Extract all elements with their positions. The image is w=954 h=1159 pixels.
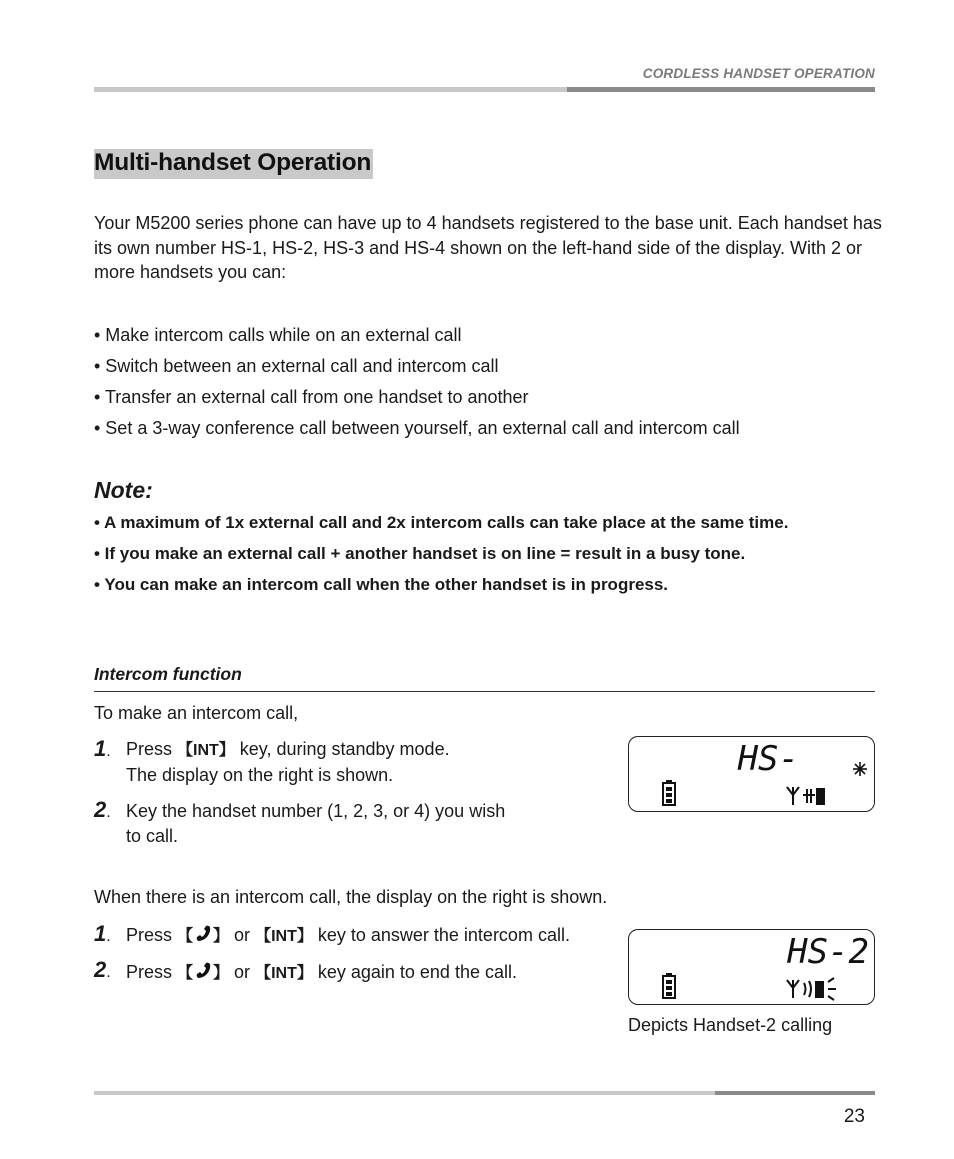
int-key: 【INT】 [255, 928, 313, 945]
section-header: CORDLESS HANDSET OPERATION [642, 66, 875, 81]
intro-paragraph: Your M5200 series phone can have up to 4 handsets registered to the base unit. Each handset has its own number HS-1, HS-2, HS-3 and HS-4 shown on the left-hand side of the display. With 2 or more handsets you can: [94, 213, 882, 282]
answer-intro: When there is an intercom call, the display on the right is shown. [94, 887, 608, 907]
note-item: • You can make an intercom call when the other handset is in progress. [94, 575, 669, 594]
list-item: • Transfer an external call from one handset to another [94, 387, 529, 407]
lcd-text: HS- [737, 739, 799, 779]
signal-intercom-icon [787, 787, 824, 805]
step-number: 2. [94, 957, 111, 982]
note-heading: Note: [94, 477, 153, 503]
make-intro: To make an intercom call, [94, 703, 299, 723]
answer-step-2: Press 【 】 or 【INT】 key again to end the call. [126, 962, 517, 982]
lcd-display-calling [628, 929, 875, 1005]
make-step-1: Press 【INT】 key, during standby mode. The display on the right is shown. [126, 739, 450, 785]
list-item: • Make intercom calls while on an external call [94, 325, 462, 345]
step-number: 1. [94, 921, 111, 946]
lcd-display-standby [628, 736, 875, 812]
make-step-2: Key the handset number (1, 2, 3, or 4) you wish to call. [126, 801, 506, 846]
list-item: • Switch between an external call and intercom call [94, 356, 499, 376]
battery-icon [663, 780, 675, 805]
display-caption: Depicts Handset-2 calling [628, 1015, 833, 1035]
note-item: • If you make an external call + another handset is on line = result in a busy tone. [94, 544, 746, 563]
feature-list [94, 323, 740, 447]
step-number: 1. [94, 736, 111, 761]
section-heading: Intercom function [94, 664, 242, 684]
page-title: Multi-handset Operation [94, 149, 373, 179]
battery-icon [663, 973, 675, 998]
int-key: 【INT】 [177, 742, 235, 759]
step-number: 2. [94, 797, 111, 822]
lcd-text: HS-2 [787, 932, 869, 972]
flash-icon [853, 762, 867, 776]
int-key: 【INT】 [255, 965, 313, 982]
signal-ringing-icon [787, 978, 836, 1000]
header-rule [94, 87, 875, 92]
footer-rule [94, 1091, 875, 1095]
list-item: • Set a 3-way conference call between yourself, an external call and intercom call [94, 418, 740, 438]
talk-key-icon [193, 924, 213, 944]
answer-step-1: Press 【 】 or 【INT】 key to answer the intercom call. [126, 925, 570, 945]
note-list [94, 511, 788, 604]
note-item: • A maximum of 1x external call and 2x intercom calls can take place at the same time. [94, 513, 789, 532]
section-rule [94, 691, 875, 692]
talk-key-icon [193, 961, 213, 981]
page-number: 23 [843, 1106, 865, 1127]
